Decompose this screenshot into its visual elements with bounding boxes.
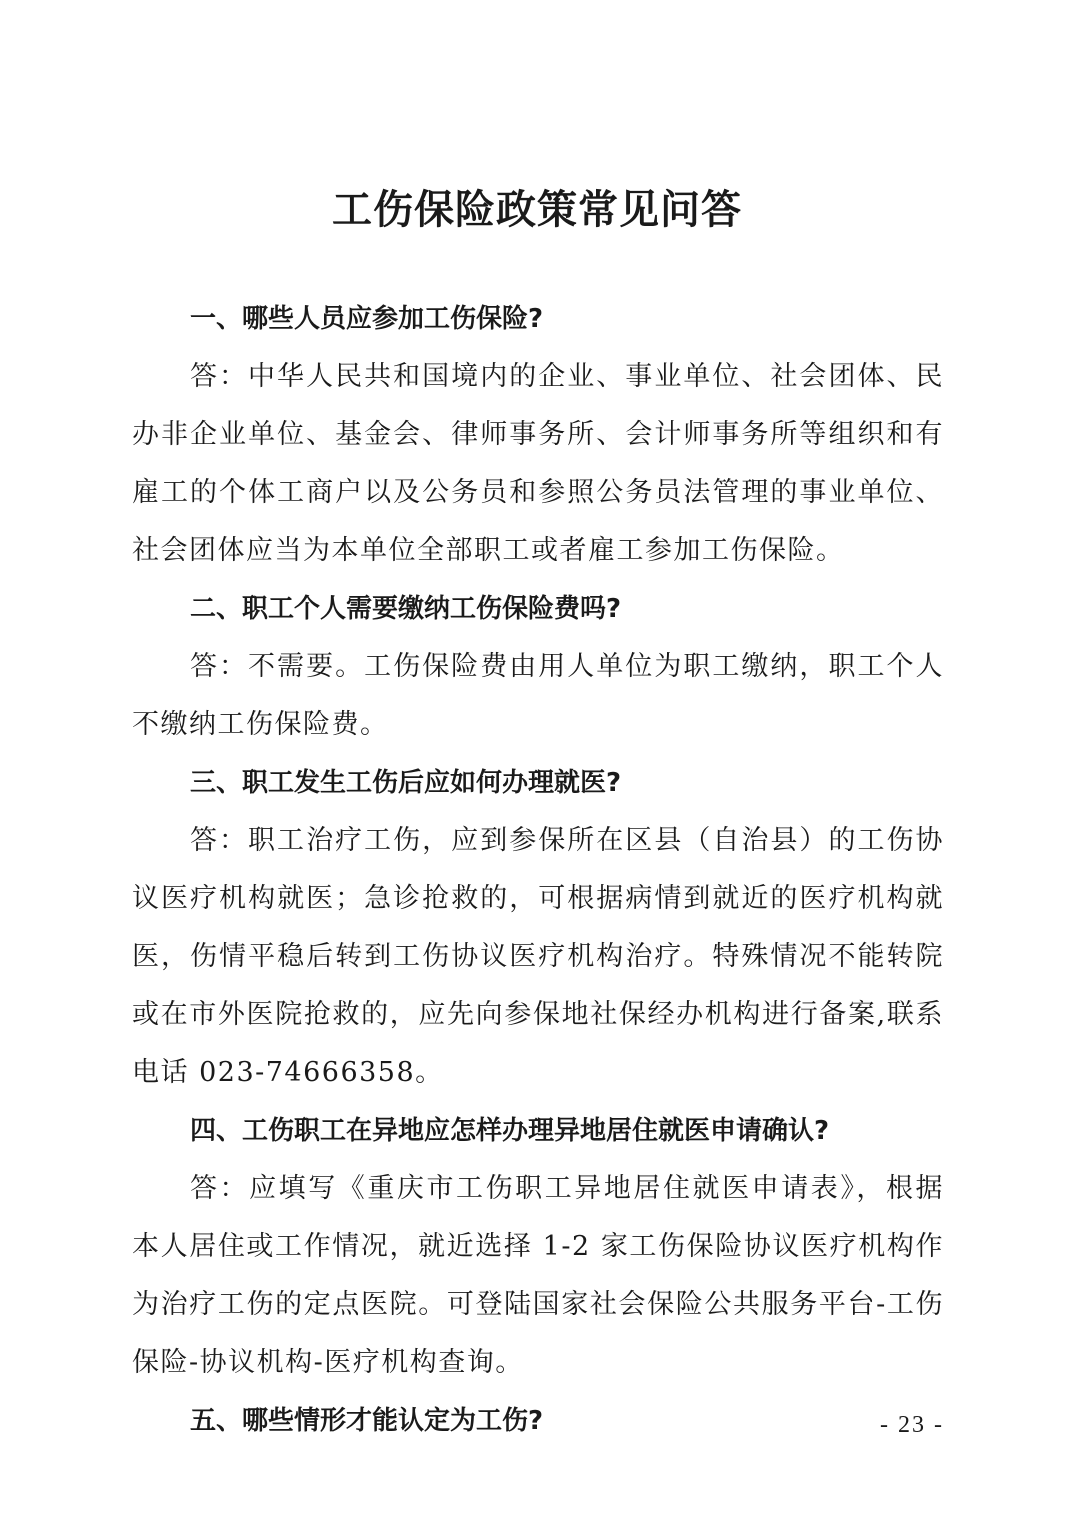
faq-question: 三、职工发生工伤后应如何办理就医? — [190, 768, 622, 798]
faq-item — [132, 1102, 944, 1392]
faq-item — [132, 754, 944, 1102]
faq-item — [132, 290, 944, 580]
faq-question: 二、职工个人需要缴纳工伤保险费吗? — [190, 594, 622, 624]
faq-question: 一、哪些人员应参加工伤保险? — [190, 304, 544, 334]
faq-answer: 答：中华人民共和国境内的企业、事业单位、社会团体、民办非企业单位、基金会、律师事务所、会计师事务所等组织和有雇工的个体工商户以及公务员和参照公务员法管理的事业单位、社会团体应当为本单位全部职工或者雇工参加工伤保险。 — [132, 361, 944, 566]
page-number: - 23 - — [880, 1412, 944, 1438]
faq-answer: 答：应填写《重庆市工伤职工异地居住就医申请表》，根据本人居住或工作情况，就近选择 1-2 家工伤保险协议医疗机构作为治疗工伤的定点医院。可登陆国家社会保险公共服务平台-工伤保险-协议机构-医疗机构查询。 — [132, 1173, 944, 1378]
faq-content — [132, 290, 944, 1450]
faq-question: 四、工伤职工在异地应怎样办理异地居住就医申请确认? — [190, 1116, 830, 1146]
faq-item — [132, 580, 944, 754]
faq-question: 五、哪些情形才能认定为工伤? — [190, 1406, 544, 1436]
faq-item — [132, 1392, 944, 1450]
faq-answer: 答：职工治疗工伤，应到参保所在区县（自治县）的工伤协议医疗机构就医；急诊抢救的，可根据病情到就近的医疗机构就医，伤情平稳后转到工伤协议医疗机构治疗。特殊情况不能转院或在市外医院抢救的，应先向参保地社保经办机构进行备案,联系电话 023-74666358。 — [132, 825, 944, 1088]
document-title: 工伤保险政策常见问答 — [332, 186, 742, 233]
faq-answer: 答：不需要。工伤保险费由用人单位为职工缴纳，职工个人不缴纳工伤保险费。 — [132, 651, 944, 740]
